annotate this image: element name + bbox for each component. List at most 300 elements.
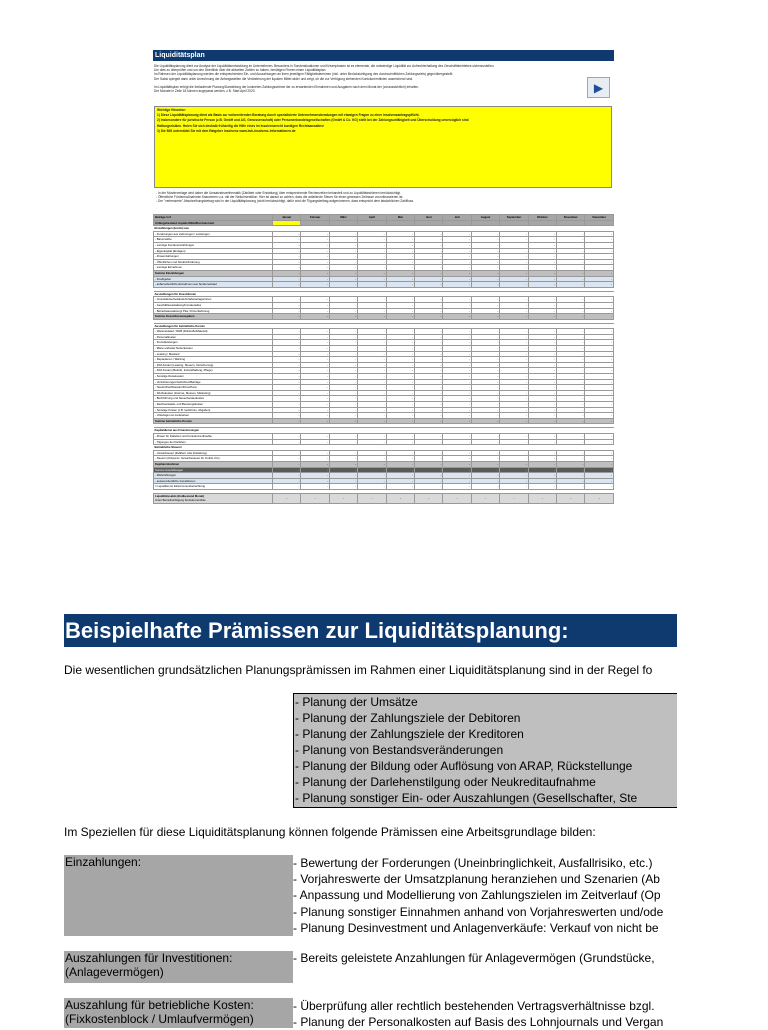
cell-value[interactable]: - bbox=[386, 329, 414, 335]
cell-value[interactable]: - bbox=[415, 433, 443, 439]
cell-value[interactable]: - bbox=[585, 351, 614, 357]
cell-value[interactable]: - bbox=[528, 439, 556, 445]
cell-value[interactable]: - bbox=[301, 329, 329, 335]
cell-value[interactable]: - bbox=[557, 237, 585, 243]
cell-value[interactable]: - bbox=[358, 450, 386, 456]
cell-value[interactable]: - bbox=[528, 340, 556, 346]
cell-value[interactable]: - bbox=[273, 390, 301, 396]
cell-value[interactable]: - bbox=[329, 242, 357, 248]
cell-value[interactable]: - bbox=[500, 357, 528, 363]
cell-value[interactable]: - bbox=[358, 484, 386, 490]
cell-value[interactable]: - bbox=[471, 265, 499, 271]
cell-value[interactable]: - bbox=[329, 374, 357, 380]
cell-value[interactable]: - bbox=[415, 385, 443, 391]
cell-value[interactable]: - bbox=[358, 374, 386, 380]
cell-value[interactable]: - bbox=[273, 297, 301, 303]
cell-value[interactable]: - bbox=[528, 231, 556, 237]
cell-value[interactable]: - bbox=[358, 379, 386, 385]
cell-value[interactable]: - bbox=[386, 248, 414, 254]
cell-value[interactable]: - bbox=[329, 385, 357, 391]
cell-value[interactable]: - bbox=[358, 242, 386, 248]
cell-value[interactable]: - bbox=[500, 484, 528, 490]
cell-value[interactable]: - bbox=[386, 379, 414, 385]
cell-value[interactable]: - bbox=[557, 334, 585, 340]
cell-value[interactable]: - bbox=[471, 231, 499, 237]
cell-value[interactable]: - bbox=[528, 396, 556, 402]
cell-value[interactable]: - bbox=[358, 329, 386, 335]
cell-value[interactable]: - bbox=[301, 297, 329, 303]
cell-value[interactable]: - bbox=[301, 248, 329, 254]
cell-value[interactable]: - bbox=[528, 385, 556, 391]
cell-value[interactable]: - bbox=[557, 302, 585, 308]
cell-value[interactable]: - bbox=[415, 297, 443, 303]
cell-value[interactable]: - bbox=[329, 297, 357, 303]
cell-value[interactable]: - bbox=[329, 248, 357, 254]
cell-value[interactable]: - bbox=[386, 351, 414, 357]
cell-value[interactable]: - bbox=[471, 302, 499, 308]
cell-value[interactable]: - bbox=[528, 456, 556, 462]
cell-value[interactable]: - bbox=[301, 362, 329, 368]
cell-value[interactable]: - bbox=[443, 374, 471, 380]
cell-value[interactable]: - bbox=[273, 308, 301, 314]
cell-value[interactable]: - bbox=[443, 242, 471, 248]
cell-value[interactable]: - bbox=[500, 362, 528, 368]
cell-value[interactable]: - bbox=[301, 379, 329, 385]
cell-value[interactable]: - bbox=[443, 439, 471, 445]
cell-value[interactable]: - bbox=[301, 484, 329, 490]
cell-value[interactable]: - bbox=[329, 390, 357, 396]
cell-value[interactable]: - bbox=[386, 334, 414, 340]
cell-value[interactable]: - bbox=[415, 231, 443, 237]
cell-value[interactable]: - bbox=[500, 456, 528, 462]
cell-value[interactable]: - bbox=[557, 259, 585, 265]
cell-value[interactable]: - bbox=[528, 254, 556, 260]
cell-value[interactable]: - bbox=[500, 329, 528, 335]
cell-value[interactable]: - bbox=[358, 390, 386, 396]
cell-value[interactable]: - bbox=[471, 334, 499, 340]
cell-value[interactable]: - bbox=[500, 242, 528, 248]
cell-value[interactable]: - bbox=[585, 379, 614, 385]
cell-value[interactable]: - bbox=[329, 362, 357, 368]
cell-value[interactable]: - bbox=[585, 329, 614, 335]
cell-value[interactable]: - bbox=[500, 308, 528, 314]
cell-value[interactable]: - bbox=[585, 439, 614, 445]
cell-value[interactable]: - bbox=[301, 334, 329, 340]
cell-value[interactable]: - bbox=[557, 362, 585, 368]
cell-value[interactable]: - bbox=[528, 368, 556, 374]
cell-value[interactable]: - bbox=[471, 402, 499, 408]
cell-value[interactable]: - bbox=[471, 396, 499, 402]
cell-value[interactable]: - bbox=[386, 439, 414, 445]
cell-value[interactable]: - bbox=[528, 407, 556, 413]
cell-value[interactable]: - bbox=[528, 450, 556, 456]
cell-value[interactable]: - bbox=[557, 433, 585, 439]
cell-value[interactable]: - bbox=[329, 357, 357, 363]
cell-value[interactable]: - bbox=[329, 237, 357, 243]
cell-value[interactable]: - bbox=[301, 265, 329, 271]
cell-value[interactable]: - bbox=[528, 433, 556, 439]
cell-value[interactable]: - bbox=[557, 450, 585, 456]
cell-value[interactable]: - bbox=[358, 259, 386, 265]
cell-value[interactable]: - bbox=[273, 396, 301, 402]
cell-value[interactable]: - bbox=[528, 329, 556, 335]
cell-value[interactable]: - bbox=[585, 297, 614, 303]
cell-value[interactable]: - bbox=[557, 484, 585, 490]
cell-value[interactable]: - bbox=[471, 385, 499, 391]
cell-value[interactable]: - bbox=[273, 265, 301, 271]
cell-value[interactable]: - bbox=[471, 254, 499, 260]
cell-value[interactable]: - bbox=[273, 329, 301, 335]
cell-value[interactable]: - bbox=[443, 254, 471, 260]
cell-value[interactable]: - bbox=[329, 450, 357, 456]
cell-value[interactable]: - bbox=[301, 385, 329, 391]
cell-value[interactable]: - bbox=[585, 484, 614, 490]
cell-value[interactable]: - bbox=[500, 368, 528, 374]
cell-value[interactable]: - bbox=[585, 456, 614, 462]
cell-value[interactable]: - bbox=[358, 334, 386, 340]
cell-value[interactable]: - bbox=[273, 368, 301, 374]
cell-value[interactable]: - bbox=[500, 302, 528, 308]
cell-value[interactable]: - bbox=[301, 433, 329, 439]
next-sheet-button[interactable] bbox=[587, 77, 610, 98]
cell-value[interactable]: - bbox=[329, 351, 357, 357]
cell-value[interactable]: - bbox=[528, 308, 556, 314]
cell-value[interactable]: - bbox=[471, 248, 499, 254]
cell-value[interactable]: - bbox=[557, 374, 585, 380]
cell-value[interactable]: - bbox=[301, 407, 329, 413]
cell-value[interactable]: - bbox=[329, 402, 357, 408]
cell-value[interactable]: - bbox=[358, 265, 386, 271]
cell-value[interactable]: - bbox=[301, 254, 329, 260]
cell-value[interactable]: - bbox=[273, 374, 301, 380]
cell-value[interactable]: - bbox=[358, 433, 386, 439]
cell-value[interactable]: - bbox=[443, 379, 471, 385]
cell-value[interactable]: - bbox=[358, 385, 386, 391]
cell-value[interactable]: - bbox=[358, 439, 386, 445]
cell-value[interactable]: - bbox=[557, 456, 585, 462]
cell-value[interactable]: - bbox=[301, 259, 329, 265]
cell-value[interactable]: - bbox=[585, 413, 614, 419]
cell-value[interactable]: - bbox=[471, 390, 499, 396]
cell-value[interactable]: - bbox=[471, 259, 499, 265]
cell-value[interactable]: - bbox=[358, 413, 386, 419]
cell-value[interactable]: - bbox=[528, 297, 556, 303]
cell-value[interactable]: - bbox=[557, 265, 585, 271]
cell-value[interactable]: - bbox=[585, 334, 614, 340]
cell-value[interactable]: - bbox=[358, 362, 386, 368]
cell-value[interactable]: - bbox=[329, 334, 357, 340]
cell-value[interactable]: - bbox=[329, 407, 357, 413]
cell-value[interactable]: - bbox=[528, 334, 556, 340]
cell-value[interactable]: - bbox=[273, 351, 301, 357]
cell-value[interactable]: - bbox=[500, 254, 528, 260]
cell-value[interactable]: - bbox=[301, 231, 329, 237]
cell-value[interactable]: - bbox=[585, 396, 614, 402]
cell-value[interactable]: - bbox=[585, 237, 614, 243]
cell-value[interactable]: - bbox=[386, 456, 414, 462]
cell-value[interactable]: - bbox=[585, 357, 614, 363]
cell-value[interactable]: - bbox=[585, 308, 614, 314]
cell-value[interactable]: - bbox=[557, 242, 585, 248]
cell-value[interactable]: - bbox=[301, 374, 329, 380]
cell-value[interactable]: - bbox=[358, 254, 386, 260]
cell-value[interactable]: - bbox=[528, 484, 556, 490]
cell-value[interactable]: - bbox=[443, 484, 471, 490]
cell-value[interactable]: - bbox=[471, 308, 499, 314]
cell-value[interactable]: - bbox=[471, 379, 499, 385]
cell-value[interactable]: - bbox=[301, 396, 329, 402]
cell-value[interactable]: - bbox=[301, 308, 329, 314]
cell-value[interactable]: - bbox=[557, 413, 585, 419]
cell-value[interactable]: - bbox=[443, 413, 471, 419]
cell-value[interactable]: - bbox=[329, 368, 357, 374]
cell-value[interactable]: - bbox=[471, 329, 499, 335]
cell-value[interactable]: - bbox=[471, 407, 499, 413]
cell-value[interactable]: - bbox=[386, 484, 414, 490]
cell-value[interactable]: - bbox=[557, 329, 585, 335]
cell-value[interactable]: - bbox=[329, 439, 357, 445]
cell-value[interactable]: - bbox=[500, 374, 528, 380]
cell-value[interactable]: - bbox=[415, 439, 443, 445]
cell-value[interactable]: - bbox=[443, 340, 471, 346]
cell-value[interactable]: - bbox=[329, 413, 357, 419]
cell-value[interactable]: - bbox=[358, 407, 386, 413]
cell-value[interactable]: - bbox=[500, 402, 528, 408]
cell-value[interactable]: - bbox=[415, 413, 443, 419]
cell-value[interactable]: - bbox=[443, 385, 471, 391]
cell-value[interactable]: - bbox=[386, 297, 414, 303]
cell-value[interactable]: - bbox=[443, 433, 471, 439]
cell-value[interactable]: - bbox=[443, 334, 471, 340]
cell-value[interactable]: - bbox=[358, 368, 386, 374]
cell-value[interactable]: - bbox=[329, 379, 357, 385]
cell-value[interactable]: - bbox=[273, 357, 301, 363]
cell-value[interactable]: - bbox=[585, 302, 614, 308]
cell-value[interactable]: - bbox=[329, 340, 357, 346]
cell-value[interactable]: - bbox=[500, 340, 528, 346]
cell-value[interactable]: - bbox=[329, 302, 357, 308]
cell-value[interactable]: - bbox=[500, 237, 528, 243]
cell-value[interactable]: - bbox=[273, 450, 301, 456]
cell-value[interactable]: - bbox=[471, 242, 499, 248]
cell-value[interactable]: - bbox=[585, 259, 614, 265]
cell-value[interactable]: - bbox=[528, 379, 556, 385]
cell-value[interactable]: - bbox=[386, 242, 414, 248]
cell-value[interactable]: - bbox=[557, 385, 585, 391]
cell-value[interactable]: - bbox=[329, 231, 357, 237]
cell-value[interactable]: - bbox=[528, 265, 556, 271]
cell-value[interactable]: - bbox=[500, 385, 528, 391]
cell-value[interactable]: - bbox=[528, 351, 556, 357]
cell-value[interactable]: - bbox=[471, 346, 499, 352]
cell-value[interactable]: - bbox=[471, 368, 499, 374]
cell-value[interactable]: - bbox=[585, 340, 614, 346]
cell-value[interactable]: - bbox=[301, 340, 329, 346]
cell-value[interactable]: - bbox=[386, 374, 414, 380]
cell-value[interactable]: - bbox=[273, 259, 301, 265]
cell-value[interactable]: - bbox=[585, 254, 614, 260]
cell-value[interactable]: - bbox=[500, 297, 528, 303]
cell-value[interactable]: - bbox=[329, 433, 357, 439]
cell-value[interactable]: - bbox=[557, 340, 585, 346]
cell-value[interactable]: - bbox=[557, 407, 585, 413]
cell-value[interactable]: - bbox=[415, 265, 443, 271]
cell-value[interactable]: - bbox=[443, 456, 471, 462]
cell-value[interactable]: - bbox=[329, 329, 357, 335]
cell-value[interactable]: - bbox=[329, 308, 357, 314]
cell-value[interactable]: - bbox=[273, 402, 301, 408]
cell-value[interactable]: - bbox=[585, 231, 614, 237]
cell-value[interactable]: - bbox=[386, 433, 414, 439]
cell-value[interactable]: - bbox=[386, 346, 414, 352]
cell-value[interactable]: - bbox=[415, 340, 443, 346]
cell-value[interactable]: - bbox=[273, 456, 301, 462]
cell-value[interactable]: - bbox=[386, 259, 414, 265]
cell-value[interactable]: - bbox=[386, 407, 414, 413]
cell-value[interactable]: - bbox=[386, 254, 414, 260]
cell-value[interactable]: - bbox=[415, 308, 443, 314]
cell-value[interactable]: - bbox=[301, 390, 329, 396]
cell-value[interactable]: - bbox=[386, 231, 414, 237]
cell-value[interactable]: - bbox=[443, 237, 471, 243]
cell-value[interactable]: - bbox=[557, 357, 585, 363]
cell-value[interactable]: - bbox=[585, 248, 614, 254]
cell-value[interactable]: - bbox=[585, 407, 614, 413]
cell-value[interactable]: - bbox=[443, 265, 471, 271]
cell-value[interactable]: - bbox=[557, 439, 585, 445]
cell-value[interactable]: - bbox=[443, 259, 471, 265]
cell-value[interactable]: - bbox=[329, 346, 357, 352]
cell-value[interactable]: - bbox=[471, 450, 499, 456]
cell-value[interactable]: - bbox=[443, 302, 471, 308]
cell-value[interactable]: - bbox=[585, 368, 614, 374]
cell-value[interactable]: - bbox=[528, 259, 556, 265]
cell-value[interactable]: - bbox=[415, 396, 443, 402]
cell-value[interactable]: - bbox=[443, 231, 471, 237]
cell-value[interactable]: - bbox=[585, 390, 614, 396]
cell-value[interactable]: - bbox=[386, 308, 414, 314]
cell-value[interactable]: - bbox=[471, 374, 499, 380]
cell-value[interactable]: - bbox=[557, 308, 585, 314]
cell-value[interactable]: - bbox=[415, 402, 443, 408]
cell-value[interactable]: - bbox=[471, 413, 499, 419]
cell-value[interactable]: - bbox=[415, 407, 443, 413]
cell-value[interactable]: - bbox=[329, 484, 357, 490]
cell-value[interactable]: - bbox=[358, 297, 386, 303]
cell-value[interactable]: - bbox=[415, 456, 443, 462]
cell-value[interactable]: - bbox=[415, 484, 443, 490]
cell-value[interactable]: - bbox=[443, 390, 471, 396]
cell-value[interactable]: - bbox=[358, 237, 386, 243]
cell-value[interactable]: - bbox=[273, 334, 301, 340]
cell-value[interactable]: - bbox=[386, 402, 414, 408]
cell-value[interactable]: - bbox=[273, 362, 301, 368]
cell-value[interactable]: - bbox=[585, 433, 614, 439]
cell-value[interactable]: - bbox=[443, 368, 471, 374]
cell-value[interactable]: - bbox=[471, 351, 499, 357]
cell-value[interactable]: - bbox=[528, 357, 556, 363]
cell-value[interactable]: - bbox=[415, 242, 443, 248]
cell-value[interactable]: - bbox=[557, 248, 585, 254]
cell-value[interactable]: - bbox=[415, 368, 443, 374]
cell-value[interactable]: - bbox=[528, 413, 556, 419]
cell-value[interactable]: - bbox=[415, 254, 443, 260]
cell-value[interactable]: - bbox=[273, 379, 301, 385]
cell-value[interactable]: - bbox=[443, 308, 471, 314]
cell-value[interactable]: - bbox=[528, 237, 556, 243]
cell-value[interactable]: - bbox=[301, 357, 329, 363]
cell-value[interactable]: - bbox=[415, 346, 443, 352]
cell-value[interactable]: - bbox=[358, 456, 386, 462]
cell-value[interactable]: - bbox=[471, 456, 499, 462]
cell-value[interactable]: - bbox=[386, 450, 414, 456]
cell-value[interactable]: - bbox=[443, 396, 471, 402]
cell-value[interactable]: - bbox=[585, 402, 614, 408]
cell-value[interactable]: - bbox=[386, 357, 414, 363]
cell-value[interactable]: - bbox=[273, 413, 301, 419]
cell-value[interactable]: - bbox=[500, 413, 528, 419]
cell-value[interactable]: - bbox=[415, 334, 443, 340]
cell-value[interactable]: - bbox=[329, 254, 357, 260]
cell-value[interactable]: - bbox=[301, 368, 329, 374]
cell-value[interactable]: - bbox=[443, 407, 471, 413]
cell-value[interactable]: - bbox=[471, 439, 499, 445]
cell-value[interactable]: - bbox=[415, 357, 443, 363]
cell-value[interactable]: - bbox=[443, 351, 471, 357]
cell-value[interactable]: - bbox=[500, 351, 528, 357]
cell-value[interactable]: - bbox=[471, 357, 499, 363]
cell-value[interactable]: - bbox=[273, 439, 301, 445]
cell-value[interactable]: - bbox=[500, 390, 528, 396]
cell-value[interactable]: - bbox=[443, 402, 471, 408]
cell-value[interactable]: - bbox=[386, 265, 414, 271]
cell-value[interactable]: - bbox=[528, 248, 556, 254]
cell-value[interactable]: - bbox=[443, 362, 471, 368]
cell-value[interactable]: - bbox=[329, 396, 357, 402]
cell-value[interactable]: - bbox=[358, 340, 386, 346]
cell-value[interactable]: - bbox=[415, 248, 443, 254]
cell-value[interactable]: - bbox=[358, 231, 386, 237]
cell-value[interactable]: - bbox=[585, 385, 614, 391]
cell-value[interactable]: - bbox=[557, 351, 585, 357]
cell-value[interactable]: - bbox=[386, 396, 414, 402]
cell-value[interactable]: - bbox=[500, 433, 528, 439]
cell-value[interactable]: - bbox=[358, 357, 386, 363]
cell-value[interactable]: - bbox=[557, 396, 585, 402]
cell-value[interactable]: - bbox=[386, 390, 414, 396]
cell-value[interactable]: - bbox=[358, 402, 386, 408]
cell-value[interactable]: - bbox=[500, 407, 528, 413]
cell-value[interactable]: - bbox=[443, 248, 471, 254]
cell-value[interactable]: - bbox=[585, 346, 614, 352]
cell-value[interactable]: - bbox=[301, 302, 329, 308]
cell-value[interactable]: - bbox=[528, 362, 556, 368]
cell-value[interactable]: - bbox=[528, 346, 556, 352]
cell-value[interactable]: - bbox=[273, 433, 301, 439]
cell-value[interactable]: - bbox=[500, 259, 528, 265]
cell-value[interactable]: - bbox=[500, 439, 528, 445]
cell-value[interactable]: - bbox=[301, 450, 329, 456]
cell-value[interactable]: - bbox=[585, 374, 614, 380]
cell-value[interactable]: - bbox=[585, 450, 614, 456]
cell-value[interactable]: - bbox=[415, 374, 443, 380]
cell-value[interactable]: - bbox=[443, 346, 471, 352]
cell-value[interactable]: - bbox=[557, 390, 585, 396]
cell-value[interactable]: - bbox=[557, 254, 585, 260]
cell-value[interactable]: - bbox=[358, 248, 386, 254]
cell-value[interactable]: - bbox=[557, 368, 585, 374]
cell-value[interactable]: - bbox=[358, 346, 386, 352]
